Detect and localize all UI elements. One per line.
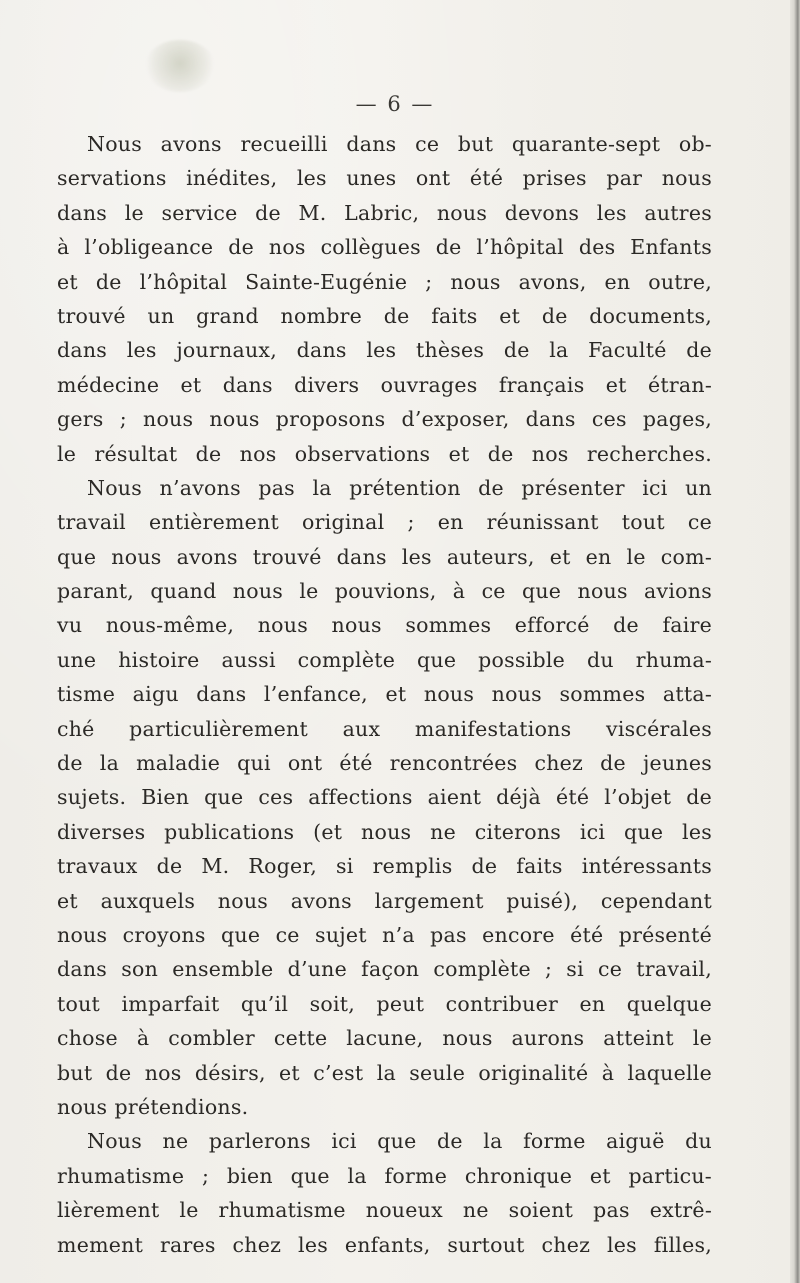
text-line: servations inédites, les unes ont été prises par nous (57, 166, 712, 191)
text-line: rhumatisme ; bien que la forme chronique et particu- (57, 1163, 712, 1188)
text-line: ché particulièrement aux manifestations viscérales (57, 716, 712, 741)
text-line: parant, quand nous le pouvions, à ce que nous avions (57, 579, 712, 604)
text-line: nous prétendions. (57, 1094, 249, 1119)
text-line: tout imparfait qu’il soit, peut contribuer en quelque (57, 991, 712, 1016)
text-line: diverses publications (et nous ne citerons ici que les (57, 819, 712, 844)
text-line: Nous n’avons pas la prétention de présenter ici un (87, 475, 712, 500)
text-line: Nous avons recueilli dans ce but quarante-sept ob- (87, 132, 712, 156)
body-text (57, 127, 712, 1262)
page-number: — 6 — (355, 92, 435, 116)
text-line: travail entièrement original ; en réunissant tout ce (57, 510, 712, 535)
text-line: gers ; nous nous proposons d’exposer, dans ces pages, (57, 407, 712, 432)
page-edge-shadow (790, 0, 800, 1283)
text-line: à l’obligeance de nos collègues de l’hôpital des Enfants (57, 235, 712, 260)
text-line: le résultat de nos observations et de nos recherches. (57, 441, 712, 466)
text-line: une histoire aussi complète que possible du rhuma- (57, 647, 712, 672)
text-line: vu nous-même, nous nous sommes efforcé de faire (57, 613, 712, 638)
text-line: dans le service de M. Labric, nous devons les autres (57, 200, 712, 225)
text-line: Nous ne parlerons ici que de la forme aiguë du (87, 1129, 712, 1154)
text-line: mement rares chez les enfants, surtout chez les filles, (57, 1232, 712, 1257)
text-line: trouvé un grand nombre de faits et de documents, (57, 303, 712, 328)
text-line: de la maladie qui ont été rencontrées chez de jeunes (57, 751, 712, 776)
text-line: but de nos désirs, et c’est la seule originalité à laquelle (57, 1060, 712, 1085)
text-line: médecine et dans divers ouvrages français et étran- (57, 372, 712, 397)
text-line: et auxquels nous avons largement puisé), cependant (57, 888, 712, 913)
text-line: tisme aigu dans l’enfance, et nous nous sommes atta- (57, 682, 712, 707)
paper-stain (145, 40, 215, 92)
text-line: travaux de M. Roger, si remplis de faits intéressants (57, 854, 712, 879)
text-line: chose à combler cette lacune, nous aurons atteint le (57, 1026, 712, 1051)
text-line: sujets. Bien que ces affections aient déjà été l’objet de (57, 785, 712, 810)
text-line: dans les journaux, dans les thèses de la Faculté de (57, 338, 712, 363)
text-line: dans son ensemble d’une façon complète ; si ce travail, (57, 957, 712, 982)
text-line: et de l’hôpital Sainte-Eugénie ; nous avons, en outre, (57, 269, 712, 294)
text-line: lièrement le rhumatisme noueux ne soient pas extrê- (57, 1198, 712, 1223)
text-line: nous croyons que ce sujet n’a pas encore été présenté (57, 922, 712, 947)
text-line: que nous avons trouvé dans les auteurs, et en le com- (57, 544, 712, 569)
